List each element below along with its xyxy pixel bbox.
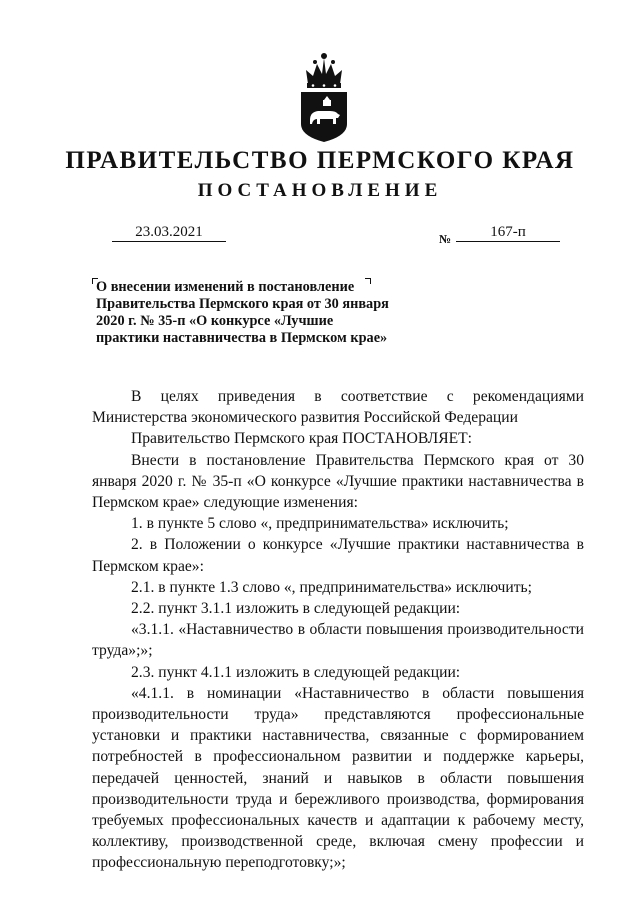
subject-line: Правительства Пермского края от 30 января — [96, 296, 389, 312]
number-underline — [456, 241, 560, 242]
document-number: 167-п — [490, 224, 526, 240]
body-paragraph: Правительство Пермского края ПОСТАНОВЛЯЕТ: — [131, 430, 472, 448]
subject-line: практики наставничества в Пермском крае» — [96, 330, 388, 346]
document-date-field — [112, 224, 226, 242]
body-paragraph: 2. в Положении о конкурсе «Лучшие практики наставничества в Пермском крае»: — [92, 536, 584, 575]
body-paragraph: Внести в постановление Правительства Пермского края от 30 января 2020 г. № 35-п «О конкурсе «Лучшие практики наставничества в Пермском крае» следующие изменения: — [92, 451, 584, 512]
body-paragraph: В целях приведения в соответствие с рекомендациями Министерства экономического развития Российской Федерации — [92, 388, 584, 427]
body-paragraph: 2.3. пункт 4.1.1 изложить в следующей редакции: — [131, 663, 461, 681]
document-subject — [96, 279, 426, 347]
body-paragraph: «3.1.1. «Наставничество в области повышения производительности труда»;»; — [92, 621, 584, 660]
document-number-field — [456, 224, 560, 242]
body-paragraph: 1. в пункте 5 слово «, предпринимательства» исключить; — [131, 515, 509, 533]
body-paragraph: «4.1.1. в номинации «Наставничество в области повышения производительности труда» представляются профессиональные установки и практики наставничества, связанные с формированием потребностей в профессиональном развитии и поддержке карьеры, передачей ценностей, знаний и навыков в области повышения производительности труда и бережливого производства, формирования требуемых профессиональных качеств и адаптации к рабочему месту, коллективу, производственной среде, включая смену профессии и профессиональную переподготовку;»; — [92, 684, 584, 872]
subject-line: 2020 г. № 35-п «О конкурсе «Лучшие — [96, 313, 334, 329]
body-paragraph: 2.1. в пункте 1.3 слово «, предпринимательства» исключить; — [131, 578, 532, 596]
document-type-title: ПОСТАНОВЛЕНИЕ — [197, 180, 443, 201]
number-sign: № — [439, 232, 452, 246]
government-title: ПРАВИТЕЛЬСТВО ПЕРМСКОГО КРАЯ — [65, 147, 575, 174]
perm-krai-coat-of-arms-icon — [298, 50, 350, 144]
body-paragraph: 2.2. пункт 3.1.1 изложить в следующей редакции: — [131, 600, 461, 618]
document-body — [92, 386, 584, 874]
document-date: 23.03.2021 — [135, 224, 203, 240]
subject-line: О внесении изменений в постановление — [96, 279, 355, 295]
date-underline — [112, 241, 226, 242]
